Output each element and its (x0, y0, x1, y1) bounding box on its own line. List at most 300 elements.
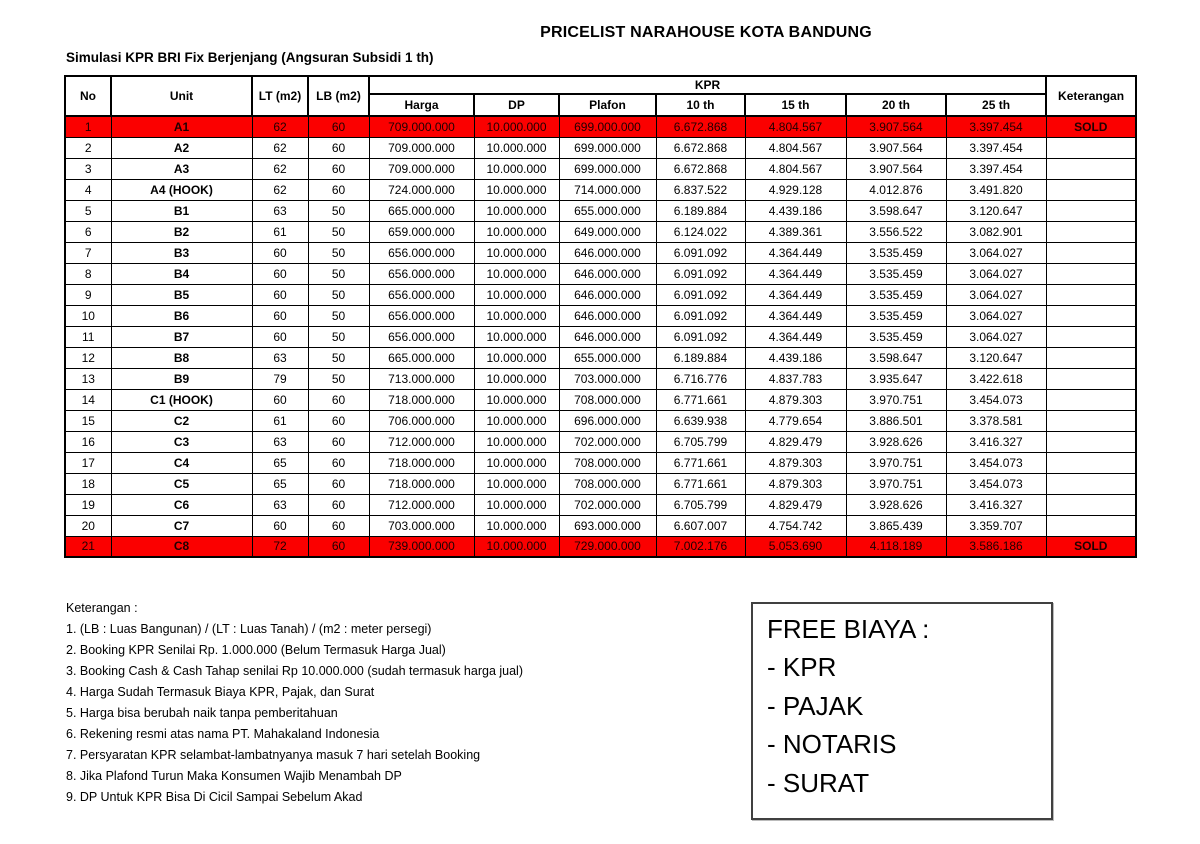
cell-harga: 656.000.000 (369, 263, 474, 284)
cell-lb: 60 (308, 179, 369, 200)
cell-t20: 3.598.647 (846, 200, 946, 221)
cell-t15: 4.829.479 (745, 494, 846, 515)
cell-no: 18 (65, 473, 111, 494)
cell-ket (1046, 410, 1136, 431)
cell-no: 7 (65, 242, 111, 263)
cell-lb: 50 (308, 200, 369, 221)
cell-lt: 65 (252, 473, 308, 494)
cell-ket (1046, 263, 1136, 284)
cell-t10: 7.002.176 (656, 536, 745, 557)
cell-t10: 6.716.776 (656, 368, 745, 389)
cell-no: 9 (65, 284, 111, 305)
cell-t10: 6.771.661 (656, 452, 745, 473)
cell-t10: 6.672.868 (656, 158, 745, 179)
cell-t10: 6.705.799 (656, 431, 745, 452)
col-header-kpr-6: 25 th (946, 94, 1046, 116)
cell-plafon: 693.000.000 (559, 515, 656, 536)
cell-lb: 50 (308, 326, 369, 347)
cell-t25: 3.416.327 (946, 431, 1046, 452)
cell-t10: 6.124.022 (656, 221, 745, 242)
free-biaya-list (767, 648, 1051, 802)
cell-t15: 4.804.567 (745, 137, 846, 158)
cell-plafon: 714.000.000 (559, 179, 656, 200)
cell-t10: 6.771.661 (656, 389, 745, 410)
cell-t15: 4.754.742 (745, 515, 846, 536)
table-row (65, 431, 1136, 452)
cell-t25: 3.454.073 (946, 389, 1046, 410)
cell-t25: 3.422.618 (946, 368, 1046, 389)
cell-no: 14 (65, 389, 111, 410)
free-biaya-item: - PAJAK (767, 690, 864, 721)
cell-t20: 3.970.751 (846, 473, 946, 494)
cell-ket (1046, 179, 1136, 200)
cell-t20: 3.535.459 (846, 326, 946, 347)
cell-t10: 6.672.868 (656, 116, 745, 137)
cell-harga: 656.000.000 (369, 326, 474, 347)
cell-ket (1046, 242, 1136, 263)
cell-ket (1046, 368, 1136, 389)
cell-ket: SOLD (1046, 116, 1136, 137)
table-row (65, 200, 1136, 221)
free-biaya-box (751, 602, 1053, 820)
table-row (65, 536, 1136, 557)
cell-unit: C4 (111, 452, 252, 473)
cell-dp: 10.000.000 (474, 200, 559, 221)
table-row (65, 263, 1136, 284)
cell-unit: B5 (111, 284, 252, 305)
table-row (65, 368, 1136, 389)
cell-t10: 6.091.092 (656, 242, 745, 263)
cell-unit: C5 (111, 473, 252, 494)
note-item: 7. Persyaratan KPR selambat-lambatnyanya masuk 7 hari setelah Booking (66, 748, 481, 762)
col-header-lb: LB (m2) (308, 76, 369, 116)
cell-dp: 10.000.000 (474, 179, 559, 200)
table-row (65, 137, 1136, 158)
cell-plafon: 646.000.000 (559, 305, 656, 326)
cell-t10: 6.837.522 (656, 179, 745, 200)
cell-ket (1046, 326, 1136, 347)
cell-lb: 50 (308, 242, 369, 263)
cell-t15: 4.829.479 (745, 431, 846, 452)
cell-t25: 3.416.327 (946, 494, 1046, 515)
cell-t20: 3.865.439 (846, 515, 946, 536)
cell-t25: 3.359.707 (946, 515, 1046, 536)
cell-plafon: 699.000.000 (559, 116, 656, 137)
cell-lt: 62 (252, 137, 308, 158)
note-item: 4. Harga Sudah Termasuk Biaya KPR, Pajak, dan Surat (66, 685, 375, 699)
table-row (65, 452, 1136, 473)
free-biaya-item: - SURAT (767, 767, 870, 798)
col-header-no: No (65, 76, 111, 116)
cell-dp: 10.000.000 (474, 326, 559, 347)
cell-harga: 712.000.000 (369, 431, 474, 452)
table-row (65, 515, 1136, 536)
note-item: 8. Jika Plafond Turun Maka Konsumen Wajib Menambah DP (66, 769, 402, 783)
table-row (65, 473, 1136, 494)
note-item: 9. DP Untuk KPR Bisa Di Cicil Sampai Sebelum Akad (66, 790, 363, 804)
cell-harga: 724.000.000 (369, 179, 474, 200)
cell-lb: 60 (308, 431, 369, 452)
cell-ket (1046, 158, 1136, 179)
cell-unit: B2 (111, 221, 252, 242)
cell-unit: C6 (111, 494, 252, 515)
cell-t10: 6.091.092 (656, 326, 745, 347)
cell-lt: 62 (252, 179, 308, 200)
cell-unit: B6 (111, 305, 252, 326)
cell-no: 19 (65, 494, 111, 515)
cell-lt: 63 (252, 494, 308, 515)
cell-t15: 4.879.303 (745, 452, 846, 473)
cell-t15: 4.389.361 (745, 221, 846, 242)
cell-lb: 60 (308, 536, 369, 557)
cell-harga: 718.000.000 (369, 473, 474, 494)
cell-harga: 656.000.000 (369, 242, 474, 263)
cell-t25: 3.064.027 (946, 326, 1046, 347)
cell-lb: 60 (308, 158, 369, 179)
cell-lb: 50 (308, 368, 369, 389)
cell-ket (1046, 473, 1136, 494)
cell-harga: 659.000.000 (369, 221, 474, 242)
cell-plafon: 702.000.000 (559, 431, 656, 452)
cell-lt: 61 (252, 410, 308, 431)
cell-harga: 713.000.000 (369, 368, 474, 389)
cell-plafon: 655.000.000 (559, 200, 656, 221)
cell-dp: 10.000.000 (474, 242, 559, 263)
cell-no: 10 (65, 305, 111, 326)
cell-t10: 6.189.884 (656, 347, 745, 368)
cell-lt: 72 (252, 536, 308, 557)
cell-harga: 709.000.000 (369, 158, 474, 179)
cell-no: 17 (65, 452, 111, 473)
cell-no: 6 (65, 221, 111, 242)
table-row (65, 158, 1136, 179)
cell-dp: 10.000.000 (474, 347, 559, 368)
cell-no: 3 (65, 158, 111, 179)
table-header (65, 76, 1136, 116)
cell-dp: 10.000.000 (474, 263, 559, 284)
col-header-keterangan: Keterangan (1046, 76, 1136, 116)
cell-t15: 4.439.186 (745, 347, 846, 368)
cell-unit: A3 (111, 158, 252, 179)
cell-unit: B1 (111, 200, 252, 221)
cell-lb: 50 (308, 263, 369, 284)
cell-lb: 60 (308, 137, 369, 158)
cell-dp: 10.000.000 (474, 515, 559, 536)
cell-harga: 709.000.000 (369, 116, 474, 137)
cell-t15: 4.364.449 (745, 305, 846, 326)
cell-plafon: 699.000.000 (559, 137, 656, 158)
cell-plafon: 708.000.000 (559, 473, 656, 494)
table-row (65, 284, 1136, 305)
cell-no: 15 (65, 410, 111, 431)
cell-t15: 4.364.449 (745, 284, 846, 305)
cell-ket (1046, 494, 1136, 515)
cell-ket (1046, 200, 1136, 221)
cell-t25: 3.491.820 (946, 179, 1046, 200)
cell-unit: C8 (111, 536, 252, 557)
cell-unit: C7 (111, 515, 252, 536)
cell-t15: 4.364.449 (745, 242, 846, 263)
cell-no: 5 (65, 200, 111, 221)
cell-dp: 10.000.000 (474, 158, 559, 179)
col-header-kpr-2: Plafon (559, 94, 656, 116)
cell-lb: 60 (308, 116, 369, 137)
cell-dp: 10.000.000 (474, 116, 559, 137)
cell-t25: 3.064.027 (946, 284, 1046, 305)
cell-plafon: 708.000.000 (559, 452, 656, 473)
cell-t20: 4.012.876 (846, 179, 946, 200)
cell-unit: B4 (111, 263, 252, 284)
cell-t20: 3.907.564 (846, 137, 946, 158)
cell-unit: B8 (111, 347, 252, 368)
cell-plafon: 646.000.000 (559, 326, 656, 347)
cell-t20: 3.598.647 (846, 347, 946, 368)
cell-lt: 65 (252, 452, 308, 473)
cell-dp: 10.000.000 (474, 431, 559, 452)
cell-t20: 4.118.189 (846, 536, 946, 557)
cell-unit: A4 (HOOK) (111, 179, 252, 200)
cell-no: 2 (65, 137, 111, 158)
cell-t20: 3.535.459 (846, 284, 946, 305)
cell-unit: A2 (111, 137, 252, 158)
cell-dp: 10.000.000 (474, 473, 559, 494)
table-row (65, 410, 1136, 431)
cell-lb: 60 (308, 389, 369, 410)
cell-t25: 3.397.454 (946, 137, 1046, 158)
cell-t25: 3.586.186 (946, 536, 1046, 557)
cell-t25: 3.454.073 (946, 452, 1046, 473)
cell-t25: 3.064.027 (946, 305, 1046, 326)
cell-t15: 4.879.303 (745, 473, 846, 494)
cell-ket: SOLD (1046, 536, 1136, 557)
cell-t10: 6.091.092 (656, 284, 745, 305)
cell-lt: 60 (252, 389, 308, 410)
notes-section (66, 598, 523, 808)
cell-unit: C1 (HOOK) (111, 389, 252, 410)
table-row (65, 242, 1136, 263)
cell-dp: 10.000.000 (474, 494, 559, 515)
col-header-unit: Unit (111, 76, 252, 116)
cell-t20: 3.535.459 (846, 263, 946, 284)
cell-t10: 6.091.092 (656, 263, 745, 284)
cell-unit: B9 (111, 368, 252, 389)
note-item: 5. Harga bisa berubah naik tanpa pemberitahuan (66, 706, 338, 720)
cell-t15: 4.929.128 (745, 179, 846, 200)
cell-lt: 60 (252, 305, 308, 326)
col-header-kpr-4: 15 th (745, 94, 846, 116)
cell-lb: 60 (308, 410, 369, 431)
cell-harga: 656.000.000 (369, 305, 474, 326)
notes-list (66, 619, 523, 808)
cell-dp: 10.000.000 (474, 221, 559, 242)
cell-ket (1046, 284, 1136, 305)
cell-t10: 6.705.799 (656, 494, 745, 515)
cell-t20: 3.535.459 (846, 305, 946, 326)
cell-plafon: 699.000.000 (559, 158, 656, 179)
table-row (65, 116, 1136, 137)
cell-t15: 4.364.449 (745, 263, 846, 284)
cell-t20: 3.886.501 (846, 410, 946, 431)
cell-t25: 3.120.647 (946, 347, 1046, 368)
cell-lt: 62 (252, 116, 308, 137)
cell-no: 13 (65, 368, 111, 389)
cell-t20: 3.907.564 (846, 158, 946, 179)
cell-t15: 4.779.654 (745, 410, 846, 431)
cell-t15: 4.879.303 (745, 389, 846, 410)
note-item: 2. Booking KPR Senilai Rp. 1.000.000 (Belum Termasuk Harga Jual) (66, 643, 446, 657)
cell-t15: 4.837.783 (745, 368, 846, 389)
cell-no: 8 (65, 263, 111, 284)
note-item: 6. Rekening resmi atas nama PT. Mahakaland Indonesia (66, 727, 380, 741)
cell-plafon: 646.000.000 (559, 242, 656, 263)
cell-t25: 3.454.073 (946, 473, 1046, 494)
cell-lb: 60 (308, 515, 369, 536)
cell-no: 4 (65, 179, 111, 200)
cell-t25: 3.120.647 (946, 200, 1046, 221)
cell-lb: 50 (308, 284, 369, 305)
cell-dp: 10.000.000 (474, 284, 559, 305)
table-row (65, 326, 1136, 347)
cell-plafon: 646.000.000 (559, 263, 656, 284)
cell-plafon: 646.000.000 (559, 284, 656, 305)
cell-t25: 3.397.454 (946, 116, 1046, 137)
cell-t20: 3.907.564 (846, 116, 946, 137)
cell-lb: 50 (308, 305, 369, 326)
cell-t15: 4.439.186 (745, 200, 846, 221)
cell-t25: 3.378.581 (946, 410, 1046, 431)
cell-lt: 60 (252, 515, 308, 536)
cell-lb: 60 (308, 452, 369, 473)
cell-ket (1046, 347, 1136, 368)
cell-dp: 10.000.000 (474, 389, 559, 410)
cell-dp: 10.000.000 (474, 536, 559, 557)
table-subtitle: Simulasi KPR BRI Fix Berjenjang (Angsuran Subsidi 1 th) (66, 50, 434, 65)
cell-t20: 3.535.459 (846, 242, 946, 263)
cell-plafon: 649.000.000 (559, 221, 656, 242)
page-title: PRICELIST NARAHOUSE KOTA BANDUNG (540, 24, 872, 41)
cell-lt: 60 (252, 263, 308, 284)
cell-no: 12 (65, 347, 111, 368)
cell-t15: 5.053.690 (745, 536, 846, 557)
cell-lt: 60 (252, 284, 308, 305)
free-biaya-item: - NOTARIS (767, 729, 897, 759)
pricelist-table (64, 75, 1137, 558)
notes-heading: Keterangan : (66, 601, 138, 615)
cell-lt: 63 (252, 431, 308, 452)
table-body (65, 116, 1136, 557)
cell-ket (1046, 305, 1136, 326)
cell-ket (1046, 137, 1136, 158)
cell-lb: 50 (308, 347, 369, 368)
cell-no: 1 (65, 116, 111, 137)
cell-t25: 3.397.454 (946, 158, 1046, 179)
cell-lb: 50 (308, 221, 369, 242)
table-row (65, 347, 1136, 368)
table-row (65, 305, 1136, 326)
cell-lt: 62 (252, 158, 308, 179)
cell-t10: 6.091.092 (656, 305, 745, 326)
cell-t20: 3.928.626 (846, 431, 946, 452)
col-header-kpr-group: KPR (369, 76, 1046, 94)
cell-t10: 6.771.661 (656, 473, 745, 494)
cell-unit: C2 (111, 410, 252, 431)
cell-t15: 4.804.567 (745, 116, 846, 137)
table-row (65, 494, 1136, 515)
cell-ket (1046, 431, 1136, 452)
col-header-kpr-5: 20 th (846, 94, 946, 116)
cell-lt: 79 (252, 368, 308, 389)
cell-ket (1046, 515, 1136, 536)
cell-t20: 3.928.626 (846, 494, 946, 515)
cell-harga: 709.000.000 (369, 137, 474, 158)
cell-no: 16 (65, 431, 111, 452)
cell-lt: 63 (252, 200, 308, 221)
cell-t20: 3.970.751 (846, 389, 946, 410)
cell-lt: 60 (252, 326, 308, 347)
col-header-kpr-3: 10 th (656, 94, 745, 116)
cell-no: 20 (65, 515, 111, 536)
cell-dp: 10.000.000 (474, 452, 559, 473)
cell-unit: B3 (111, 242, 252, 263)
note-item: 3. Booking Cash & Cash Tahap senilai Rp 10.000.000 (sudah termasuk harga jual) (66, 664, 523, 678)
col-header-kpr-0: Harga (369, 94, 474, 116)
cell-t10: 6.607.007 (656, 515, 745, 536)
cell-t20: 3.935.647 (846, 368, 946, 389)
cell-lb: 60 (308, 494, 369, 515)
table-row (65, 179, 1136, 200)
cell-unit: A1 (111, 116, 252, 137)
cell-plafon: 702.000.000 (559, 494, 656, 515)
cell-ket (1046, 389, 1136, 410)
cell-harga: 718.000.000 (369, 452, 474, 473)
cell-dp: 10.000.000 (474, 137, 559, 158)
cell-plafon: 696.000.000 (559, 410, 656, 431)
cell-t20: 3.556.522 (846, 221, 946, 242)
free-biaya-title: FREE BIAYA : (767, 614, 930, 644)
cell-t25: 3.082.901 (946, 221, 1046, 242)
cell-unit: B7 (111, 326, 252, 347)
cell-dp: 10.000.000 (474, 368, 559, 389)
cell-harga: 656.000.000 (369, 284, 474, 305)
cell-plafon: 708.000.000 (559, 389, 656, 410)
cell-harga: 706.000.000 (369, 410, 474, 431)
cell-t25: 3.064.027 (946, 242, 1046, 263)
cell-t15: 4.804.567 (745, 158, 846, 179)
cell-no: 21 (65, 536, 111, 557)
cell-lt: 60 (252, 242, 308, 263)
cell-plafon: 729.000.000 (559, 536, 656, 557)
cell-plafon: 655.000.000 (559, 347, 656, 368)
note-item: 1. (LB : Luas Bangunan) / (LT : Luas Tanah) / (m2 : meter persegi) (66, 622, 432, 636)
table-row (65, 221, 1136, 242)
cell-plafon: 703.000.000 (559, 368, 656, 389)
col-header-lt: LT (m2) (252, 76, 308, 116)
cell-harga: 718.000.000 (369, 389, 474, 410)
cell-t10: 6.189.884 (656, 200, 745, 221)
cell-lt: 63 (252, 347, 308, 368)
cell-dp: 10.000.000 (474, 410, 559, 431)
cell-harga: 703.000.000 (369, 515, 474, 536)
free-biaya-item: - KPR (767, 652, 837, 682)
cell-t25: 3.064.027 (946, 263, 1046, 284)
cell-t15: 4.364.449 (745, 326, 846, 347)
cell-t20: 3.970.751 (846, 452, 946, 473)
cell-t10: 6.672.868 (656, 137, 745, 158)
cell-lt: 61 (252, 221, 308, 242)
cell-t10: 6.639.938 (656, 410, 745, 431)
cell-ket (1046, 221, 1136, 242)
cell-harga: 739.000.000 (369, 536, 474, 557)
